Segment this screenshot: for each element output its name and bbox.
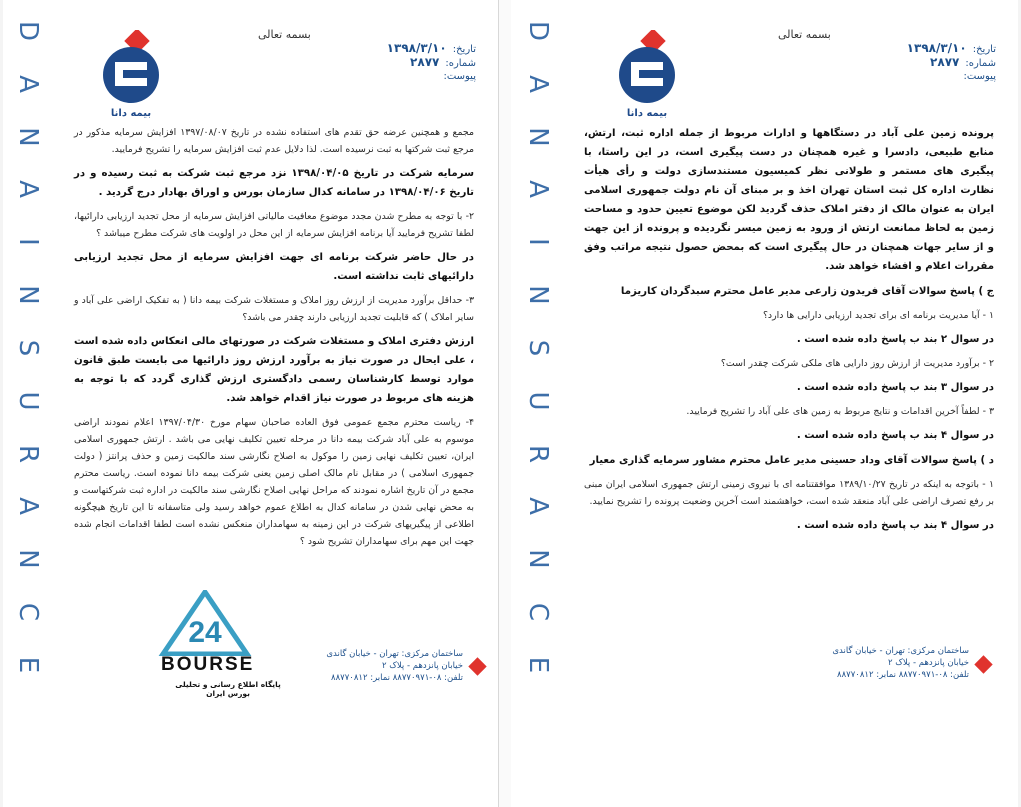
- dana-insurance-logo: [611, 30, 691, 120]
- brand-letter: C: [13, 603, 43, 622]
- paragraph: مجمع و همچنین عرضه حق تقدم های استفاده نشده در تاریخ ۱۳۹۷/۰۸/۰۷ افزایش سرمایه مذکور در مرجع ثبت شرکتها به ثبت نرسیده است. لذا دلایل عدم ثبت افزایش سرمایه را تشریح فرمایید.: [74, 127, 474, 155]
- number-value: ۲۸۷۷: [930, 55, 960, 69]
- basmala-heading: بسمه تعالی: [258, 28, 311, 41]
- brand-letter: A: [523, 180, 553, 199]
- bourse-triangle-logo: [155, 590, 295, 656]
- question-paragraph: ۱ - باتوجه به اینکه در تاریخ ۱۳۸۹/۱۰/۲۷ موافقتنامه ای با نیروی زمینی ارتش جمهوری اسلامی ایران مبنی بر رفع تصرف اراضی علی آباد منعقد شده است، خواهشمند است آخرین وضعیت پرونده را تشریح نمایید.: [584, 479, 994, 507]
- address-line: خیابان پانزدهم - پلاک ۲: [887, 658, 969, 668]
- brand-letter: I: [13, 238, 43, 247]
- brand-letter: N: [523, 285, 553, 305]
- letter-page-1: [3, 0, 498, 807]
- paragraph: ۴- ریاست محترم مجمع عمومی فوق العاده صاحبان سهام مورخ ۱۳۹۷/۰۴/۳۰ اعلام نمودند اراضی موسوم به علی آباد شرکت بیمه دانا در مرحله تعیین تکلیف نهایی می باشد . ارتش جمهوری اسلامی ایران، تعیین تکلیف نهایی زمین را موکول به اصلاح نگارشی سند مالکیت زمین و حذف پرانتز ( دولت جمهوری اسلامی ) در مقابل نام مالک اصلی زمین یعنی شرکت بیمه دانا نموده است. ریاست محترم مجمع در آن تاریخ اشاره نمودند که مراحل نهایی اصلاح نگارشی سند مالکیت در اداره ثبت شرکتهاست و به محض نهایی شدن در سامانه کدال به اطلاع عموم خواهد رسید ولی متاسفانه تا این تاریخ هیچگونه اطلاعی از پیگیریهای شرکت در این زمینه به سهامداران منعکس نشده است لطفا اقدامات انجام شده جهت این مهم برای سهامداران تشریح شود ؟: [74, 417, 474, 547]
- bourse-watermark: [155, 590, 295, 698]
- brand-letter: S: [523, 339, 553, 357]
- brand-vertical-text: [521, 18, 555, 678]
- date-value: ۱۳۹۸/۳/۱۰: [906, 41, 967, 55]
- dana-insurance-logo: [95, 30, 175, 120]
- attachment-label: پیوست:: [443, 71, 476, 82]
- answer-paragraph: در سوال ۳ بند ب پاسخ داده شده است .: [796, 382, 994, 393]
- letter-body-2: [584, 124, 994, 541]
- basmala-heading: بسمه تعالی: [778, 28, 831, 41]
- section-heading: د ) پاسخ سوالات آقای وداد حسینی مدیر عامل محترم مشاور سرمایه گذاری معیار: [589, 455, 994, 466]
- answer-paragraph: در حال حاضر شرکت برنامه ای جهت افزایش سرمایه از محل تجدید ارزیابی دارائیهای ثابت نداشته است.: [74, 252, 474, 282]
- answer-paragraph: در سوال ۴ بند ب پاسخ داده شده است .: [796, 430, 994, 441]
- brand-letter: A: [13, 497, 43, 516]
- brand-letter: E: [523, 656, 553, 674]
- answer-paragraph: در سوال ۲ بند ب پاسخ داده شده است .: [796, 334, 994, 345]
- brand-letter: D: [13, 20, 43, 42]
- brand-letter: E: [13, 656, 43, 674]
- brand-letter: N: [13, 285, 43, 305]
- letter-body-1: [74, 124, 474, 556]
- brand-letter: N: [13, 549, 43, 569]
- letter-page-2: [511, 0, 1018, 807]
- number-label: شماره:: [965, 58, 996, 69]
- question-paragraph: ۳ - لطفاً آخرین اقدامات و نتایج مربوط به زمین های علی آباد را تشریح فرمایید.: [686, 406, 994, 417]
- brand-letter: U: [13, 391, 43, 411]
- bourse-wordmark: BOURSE: [161, 654, 255, 675]
- brand-letter: A: [13, 180, 43, 199]
- address-line: خیابان پانزدهم - پلاک ۲: [381, 661, 463, 671]
- date-label: تاریخ:: [452, 44, 476, 55]
- paragraph: ۳- حداقل برآورد مدیریت از ارزش روز املاک و مستغلات شرکت بیمه دانا ( به تفکیک اراضی علی آباد و سایر املاک ) که قابلیت تجدید ارزیابی دارند چقدر می باشد؟: [74, 295, 474, 323]
- brand-letter: A: [523, 497, 553, 516]
- brand-letter: D: [523, 20, 553, 42]
- address-line: ساختمان مرکزی: تهران - خیابان گاندی: [326, 649, 463, 659]
- brand-letter: N: [523, 549, 553, 569]
- question-paragraph: ۲ - برآورد مدیریت از ارزش روز دارایی های ملکی شرکت چقدر است؟: [720, 358, 994, 369]
- brand-letter: A: [523, 74, 553, 93]
- answer-paragraph: در سوال ۴ بند ب پاسخ داده شده است .: [796, 520, 994, 531]
- address-line: تلفن: ۰۸-۸۸۷۷۰۹۷۱ نمابر: ۸۸۷۷۰۸۱۲: [331, 673, 463, 683]
- footer-address: [313, 648, 463, 684]
- answer-paragraph: پرونده زمین علی آباد در دستگاهها و ادارات مربوط از جمله اداره ثبت، ارتش، منابع طبیعی، دادسرا و غیره همچنان در دست پیگیری است، در این راستا، با پیگیری های مستمر و طولانی نظر کمیسیون مستندسازی دولت و رأی هیأت نظارت اداره کل ثبت استان تهران اخذ و بر مبنای آن نام دولت جمهوری اسلامی ایران به عنوان مالک از دفتر املاک حذف گردید لکن موضوع تعیین حدود و مساحت زمین به لحاظ ممانعت ارتش از ورود به زمین میسر نگردیده و پرونده از این جهت و از سایر جهات همچنان در حال پیگیری است که بمحض حصول نتیجه مراتب وفق مقررات اعلام و افشاء خواهد شد.: [584, 128, 994, 272]
- address-line: ساختمان مرکزی: تهران - خیابان گاندی: [832, 646, 969, 656]
- question-paragraph: ۱ - آیا مدیریت برنامه ای برای تجدید ارزیابی دارایی ها دارد؟: [762, 310, 994, 321]
- brand-letter: R: [523, 444, 553, 463]
- date-value: ۱۳۹۸/۳/۱۰: [386, 41, 447, 55]
- brand-letter: A: [13, 74, 43, 93]
- logo-caption: بیمه دانا: [626, 108, 668, 119]
- brand-letter: U: [523, 391, 553, 411]
- number-label: شماره:: [445, 58, 476, 69]
- date-label: تاریخ:: [972, 44, 996, 55]
- brand-letter: R: [13, 444, 43, 463]
- attachment-label: پیوست:: [963, 71, 996, 82]
- brand-letter: N: [13, 126, 43, 147]
- footer-diamond-icon: [974, 655, 992, 673]
- answer-paragraph: سرمایه شرکت در تاریخ ۱۳۹۸/۰۴/۰۵ نزد مرجع ثبت شرکت به ثبت رسیده و در تاریخ ۱۳۹۸/۰۴/۰۶ در سامانه کدال سازمان بورس و اوراق بهادار درج گردید .: [74, 168, 474, 198]
- svg-text:24: 24: [188, 616, 222, 649]
- brand-letter: N: [523, 126, 553, 147]
- brand-vertical-text: [11, 18, 45, 678]
- number-value: ۲۸۷۷: [410, 55, 440, 69]
- brand-letter: S: [13, 339, 43, 357]
- footer-address: [821, 645, 969, 681]
- footer-diamond-icon: [468, 657, 486, 675]
- letter-meta: [907, 42, 996, 83]
- answer-paragraph: ارزش دفتری املاک و مستغلات شرکت در صورتهای مالی انعکاس داده شده است ، علی ایحال در صورت نیاز به برآورد ارزش روز دارائیها می بایست طبق قانون موارد توسط کارشناسان رسمی دادگستری ارزش گذاری گردد که با توجه به هزینه های مربوط در صورت نیاز اقدام خواهد شد.: [74, 336, 474, 404]
- letter-meta: [387, 42, 476, 83]
- brand-letter: I: [523, 238, 553, 247]
- address-line: تلفن: ۰۸-۸۸۷۷۰۹۷۱ نمابر: ۸۸۷۷۰۸۱۲: [837, 670, 969, 680]
- bourse-tagline: پایگاه اطلاع رسانی و تحلیلی بورس ایران: [175, 680, 281, 698]
- paragraph: ۲- با توجه به مطرح شدن مجدد موضوع معافیت مالیاتی افزایش سرمایه از محل تجدید ارزیابی دارائیها، لطفا تشریح فرمایید آیا برنامه افزایش سرمایه از این محل در اولویت های شرکت مطرح میباشد ؟: [74, 211, 474, 239]
- logo-caption: بیمه دانا: [110, 108, 152, 119]
- section-heading: ج ) پاسخ سوالات آقای فریدون زارعی مدیر عامل محترم سبدگردان کاریزما: [620, 286, 994, 297]
- brand-letter: C: [523, 603, 553, 622]
